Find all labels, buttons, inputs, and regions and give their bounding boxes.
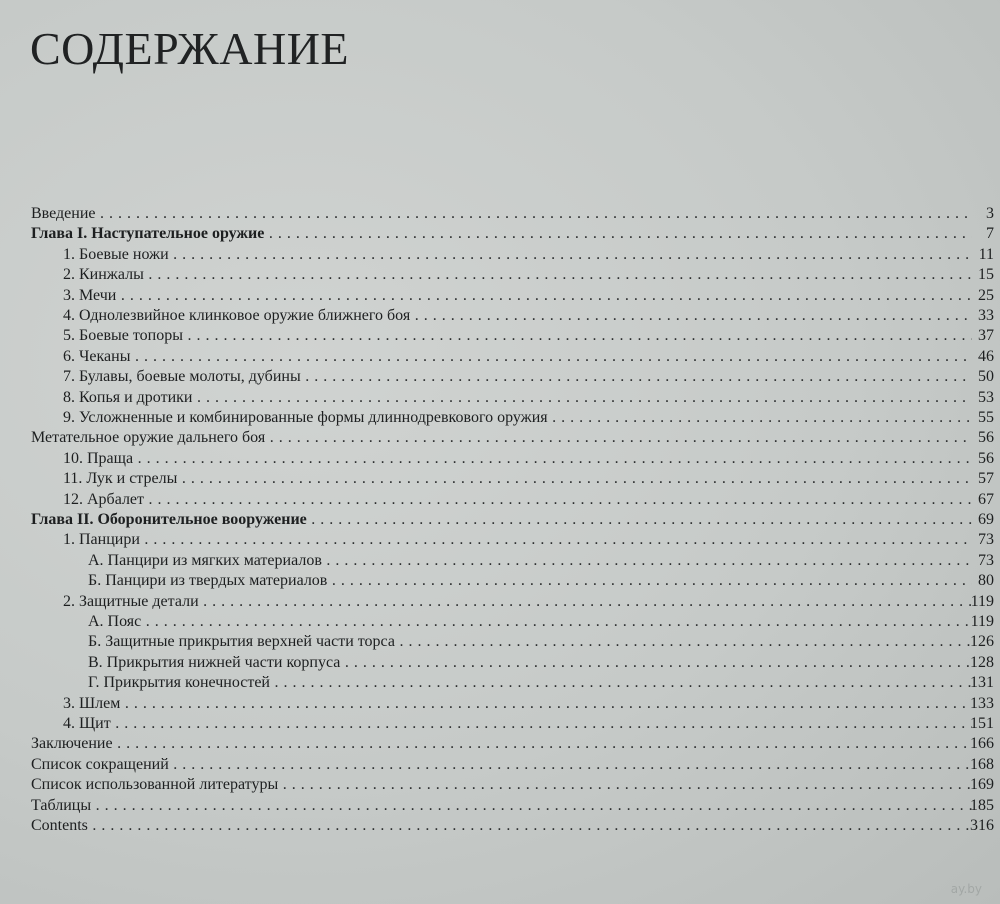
toc-entry-label <box>63 693 972 715</box>
toc-entry-page-number: 166 <box>970 735 994 753</box>
toc-entry-page-number: 3 <box>986 205 994 222</box>
toc-entry <box>0 631 1000 653</box>
toc-entry-label <box>88 652 972 674</box>
toc-entry-text: 1. Панцири <box>63 531 140 549</box>
toc-entry-page-number: 55 <box>978 409 994 426</box>
toc-entry-page-number: 131 <box>970 674 994 692</box>
toc-entry-text: А. Пояс <box>88 613 142 630</box>
toc-entry-page-number: 67 <box>978 490 994 508</box>
toc-entry-page-number: 33 <box>978 307 994 324</box>
toc-entry-text: 3. Мечи <box>63 286 117 304</box>
toc-entry-page-number: 15 <box>978 266 994 284</box>
toc-entry-text: 1. Боевые ножи <box>63 245 169 263</box>
toc-entry <box>0 325 1000 347</box>
toc-entry <box>0 672 1000 694</box>
toc-entry-label <box>63 468 972 490</box>
toc-entry-label <box>63 713 972 735</box>
toc-entry <box>0 427 1000 449</box>
toc-entry-text: В. Прикрытия нижней части корпуса <box>88 653 341 671</box>
toc-entry-text: А. Панцири из мягких материалов <box>88 551 322 569</box>
toc-entry-label <box>63 285 972 307</box>
toc-entry-label <box>63 489 972 511</box>
toc-entry-text: Г. Прикрытия конечностей <box>88 674 270 692</box>
toc-entry-page-number: 53 <box>978 388 994 406</box>
toc-entry-label <box>63 305 972 327</box>
toc-entry-label <box>63 264 972 286</box>
toc-entry <box>0 591 1000 613</box>
toc-entry-page-number: 25 <box>978 286 994 304</box>
toc-entry-label <box>63 244 972 266</box>
toc-entry-label <box>63 387 972 409</box>
toc-entry <box>0 387 1000 409</box>
toc-entry <box>0 489 1000 511</box>
toc-entry-text: 11. Лук и стрелы <box>63 470 178 488</box>
toc-entry-label <box>88 570 972 592</box>
toc-entry-text: Б. Защитные прикрытия верхней части торса <box>88 633 395 651</box>
toc-entry <box>0 795 1000 817</box>
toc-entry <box>0 264 1000 286</box>
toc-entry <box>0 223 1000 245</box>
toc-entry-label <box>88 631 972 653</box>
watermark: ay.by <box>950 882 982 896</box>
toc-entry-label <box>31 223 972 245</box>
toc-entry-page-number: 80 <box>978 572 994 590</box>
toc-entry-page-number: 169 <box>970 776 994 794</box>
toc-entry-label <box>88 611 972 633</box>
toc-entry-page-number: 46 <box>978 347 994 365</box>
toc-entry <box>0 203 1000 225</box>
toc-entry <box>0 774 1000 796</box>
toc-entry-page-number: 151 <box>970 715 994 732</box>
toc-entry <box>0 509 1000 531</box>
toc-entry <box>0 244 1000 266</box>
toc-entry-text: 9. Усложненные и комбинированные формы длиннодревкового оружия <box>63 409 548 426</box>
toc-entry-page-number: 11 <box>978 245 994 263</box>
toc-entry-text: Б. Панцири из твердых материалов <box>88 572 328 590</box>
toc-entry-page-number: 7 <box>986 225 994 243</box>
toc-entry-label <box>88 672 972 694</box>
toc-entry <box>0 285 1000 307</box>
toc-entry-text: 2. Защитные детали <box>63 592 199 610</box>
toc-entry <box>0 366 1000 388</box>
toc-entry-page-number: 69 <box>978 511 994 528</box>
toc-entry-page-number: 133 <box>970 694 994 712</box>
toc-entry <box>0 570 1000 592</box>
toc-entry-label <box>31 754 972 776</box>
toc-entry <box>0 550 1000 572</box>
toc-entry <box>0 815 1000 837</box>
toc-entry-label <box>31 509 972 531</box>
toc-entry-text: 2. Кинжалы <box>63 266 144 284</box>
toc-entry-page-number: 119 <box>970 613 994 630</box>
toc-entry <box>0 713 1000 735</box>
toc-entry-label <box>63 366 972 388</box>
toc-entry-page-number: 128 <box>970 653 994 671</box>
page-title: СОДЕРЖАНИЕ <box>30 23 350 74</box>
toc-entry-label <box>31 203 972 225</box>
toc-entry-label <box>31 733 972 755</box>
toc-entry-text: Список использованной литературы <box>31 776 279 794</box>
toc-entry-page-number: 316 <box>970 817 994 834</box>
toc-entry-text: 10. Праща <box>63 449 134 467</box>
toc-entry-text: Введение <box>31 205 96 222</box>
toc-entry-text: 6. Чеканы <box>63 347 131 365</box>
toc-entry <box>0 652 1000 674</box>
toc-entry <box>0 754 1000 776</box>
toc-entry-label <box>31 427 972 449</box>
toc-entry-text: 4. Щит <box>63 715 111 732</box>
toc-entry-text: Заключение <box>31 735 113 753</box>
toc-entry <box>0 529 1000 551</box>
toc-entry-text: Глава II. Оборонительное вооружение <box>31 511 307 528</box>
toc-entry-page-number: 56 <box>978 449 994 467</box>
toc-entry <box>0 346 1000 368</box>
toc-entry-label <box>31 815 972 837</box>
toc-entry <box>0 468 1000 490</box>
toc-entry-page-number: 168 <box>970 755 994 773</box>
toc-entry-page-number: 57 <box>978 470 994 488</box>
toc-entry-page-number: 37 <box>978 327 994 345</box>
toc-entry-text: Таблицы <box>31 796 92 814</box>
toc-entry-page-number: 56 <box>978 429 994 447</box>
toc-entry-text: 4. Однолезвийное клинковое оружие ближнего боя <box>63 307 411 324</box>
toc-entry-page-number: 73 <box>978 551 994 569</box>
toc-entry <box>0 611 1000 633</box>
toc-entry-text: Список сокращений <box>31 755 169 773</box>
toc-entry-label <box>31 774 972 796</box>
toc-entry-page-number: 185 <box>970 796 994 814</box>
toc-entry <box>0 407 1000 429</box>
toc-entry <box>0 733 1000 755</box>
toc-entry-label <box>63 529 972 551</box>
table-of-contents <box>0 203 1000 839</box>
toc-entry <box>0 448 1000 470</box>
toc-entry-text: 7. Булавы, боевые молоты, дубины <box>63 368 301 386</box>
toc-entry-label <box>31 795 972 817</box>
toc-entry-page-number: 73 <box>978 531 994 549</box>
toc-entry-text: Метательное оружие дальнего боя <box>31 429 266 447</box>
toc-entry-text: 5. Боевые топоры <box>63 327 183 345</box>
toc-entry <box>0 693 1000 715</box>
toc-entry <box>0 305 1000 327</box>
toc-entry-page-number: 50 <box>978 368 994 386</box>
toc-entry-label <box>63 325 972 347</box>
toc-entry-label <box>63 407 972 429</box>
toc-entry-label <box>63 591 972 613</box>
toc-entry-text: 3. Шлем <box>63 694 121 712</box>
toc-entry-label <box>88 550 972 572</box>
toc-entry-label <box>63 346 972 368</box>
toc-entry-text: Contents <box>31 817 88 834</box>
toc-entry-page-number: 119 <box>970 592 994 610</box>
toc-entry-text: 12. Арбалет <box>63 490 145 508</box>
toc-entry-label <box>63 448 972 470</box>
toc-entry-text: 8. Копья и дротики <box>63 388 193 406</box>
toc-entry-text: Глава I. Наступательное оружие <box>31 225 265 243</box>
toc-entry-page-number: 126 <box>970 633 994 651</box>
